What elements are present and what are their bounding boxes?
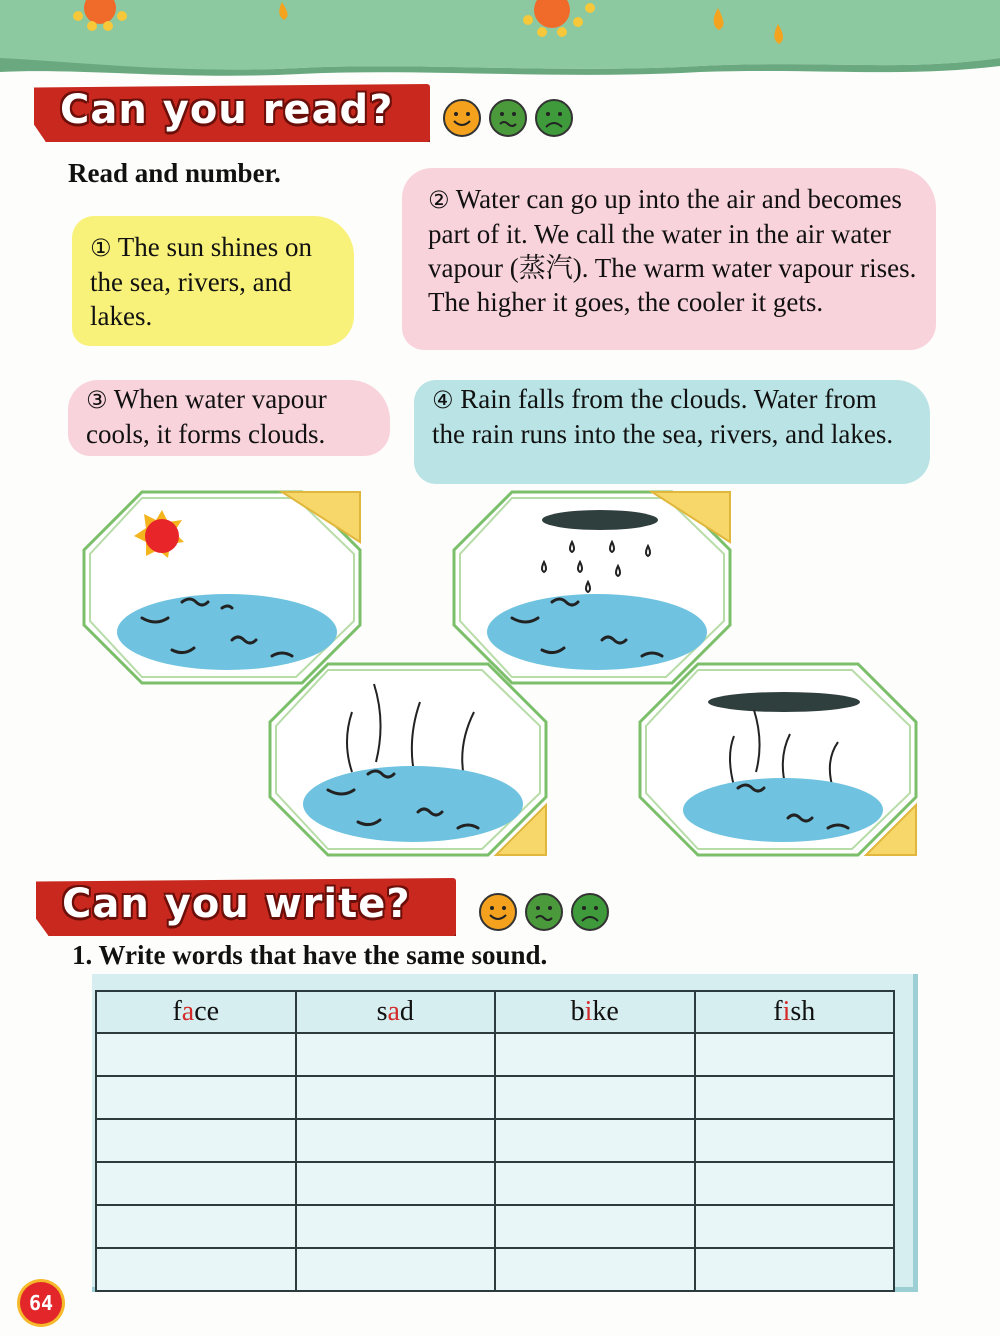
page-number-badge: 64 xyxy=(20,1282,62,1324)
answer-cell[interactable] xyxy=(296,1033,495,1076)
answer-cell[interactable] xyxy=(695,1033,894,1076)
answer-cell[interactable] xyxy=(296,1076,495,1119)
picture-vapour-rising xyxy=(268,662,548,857)
answer-cell[interactable] xyxy=(695,1205,894,1248)
table-header-row xyxy=(96,991,894,1033)
picture-rain-from-cloud xyxy=(452,490,732,685)
column-header-face: face xyxy=(96,991,296,1033)
answer-cell[interactable] xyxy=(495,1033,695,1076)
write-section-title: Can you write? xyxy=(62,881,411,927)
picture-sun-over-lake xyxy=(82,490,362,685)
column-header-fish: fish xyxy=(695,991,894,1033)
answer-cell[interactable] xyxy=(495,1248,695,1291)
lake-icon xyxy=(303,766,523,842)
note-2: ② Water can go up into the air and becomes part of it. We call the water in the air water vapour (蒸汽). The warm water vapour rises. The higher it goes, the cooler it gets. xyxy=(402,168,936,350)
sad-face-icon xyxy=(534,98,574,138)
answer-cell[interactable] xyxy=(296,1248,495,1291)
top-decorative-banner xyxy=(0,0,1000,80)
write-table-panel xyxy=(92,974,918,1292)
answer-cell[interactable] xyxy=(695,1248,894,1291)
note-4: ④ Rain falls from the clouds. Water from the rain runs into the sea, rivers, and lakes. xyxy=(414,380,930,484)
answer-cell[interactable] xyxy=(495,1076,695,1119)
read-section-title: Can you read? xyxy=(60,87,394,133)
answer-cell[interactable] xyxy=(96,1248,296,1291)
lake-icon xyxy=(683,778,883,842)
table-row xyxy=(96,1033,894,1076)
answer-cell[interactable] xyxy=(296,1119,495,1162)
table-row xyxy=(96,1248,894,1291)
table-row xyxy=(96,1119,894,1162)
answer-cell[interactable] xyxy=(695,1162,894,1205)
note-1: ① The sun shines on the sea, rivers, and lakes. xyxy=(72,216,354,346)
answer-cell[interactable] xyxy=(495,1205,695,1248)
word-sound-table xyxy=(95,990,895,1292)
answer-cell[interactable] xyxy=(495,1119,695,1162)
read-section-header xyxy=(34,84,634,142)
answer-cell[interactable] xyxy=(96,1033,296,1076)
neutral-face-icon xyxy=(488,98,528,138)
answer-cell[interactable] xyxy=(695,1076,894,1119)
table-row xyxy=(96,1205,894,1248)
answer-cell[interactable] xyxy=(96,1119,296,1162)
read-instruction: Read and number. xyxy=(68,158,281,188)
happy-face-icon xyxy=(478,892,518,932)
lake-icon xyxy=(487,594,707,670)
answer-cell[interactable] xyxy=(96,1205,296,1248)
sad-face-icon xyxy=(570,892,610,932)
note-2-text: Water can go up into the air and becomes part of it. We call the water in the air water vapour (蒸汽). The warm water vapour rises. The higher it goes, the cooler it gets. xyxy=(428,184,917,317)
column-header-sad: sad xyxy=(296,991,495,1033)
write-instruction: 1. Write words that have the same sound. xyxy=(72,940,548,970)
note-1-text: The sun shines on the sea, rivers, and lakes. xyxy=(90,232,313,331)
column-header-bike: bike xyxy=(495,991,695,1033)
picture-cloud-forming xyxy=(638,662,918,857)
answer-cell[interactable] xyxy=(495,1162,695,1205)
answer-cell[interactable] xyxy=(695,1119,894,1162)
neutral-face-icon xyxy=(524,892,564,932)
note-4-text: Rain falls from the clouds. Water from the rain runs into the sea, rivers, and lakes. xyxy=(432,384,894,449)
answer-cell[interactable] xyxy=(296,1162,495,1205)
cloud-icon xyxy=(708,692,860,712)
write-section-header xyxy=(36,878,656,936)
table-row xyxy=(96,1162,894,1205)
answer-cell[interactable] xyxy=(296,1205,495,1248)
happy-face-icon xyxy=(442,98,482,138)
note-3: ③ When water vapour cools, it forms clouds. xyxy=(68,380,390,456)
note-3-text: When water vapour cools, it forms clouds. xyxy=(86,384,327,449)
answer-cell[interactable] xyxy=(96,1162,296,1205)
answer-cell[interactable] xyxy=(96,1076,296,1119)
table-row xyxy=(96,1076,894,1119)
cloud-icon xyxy=(542,510,658,530)
